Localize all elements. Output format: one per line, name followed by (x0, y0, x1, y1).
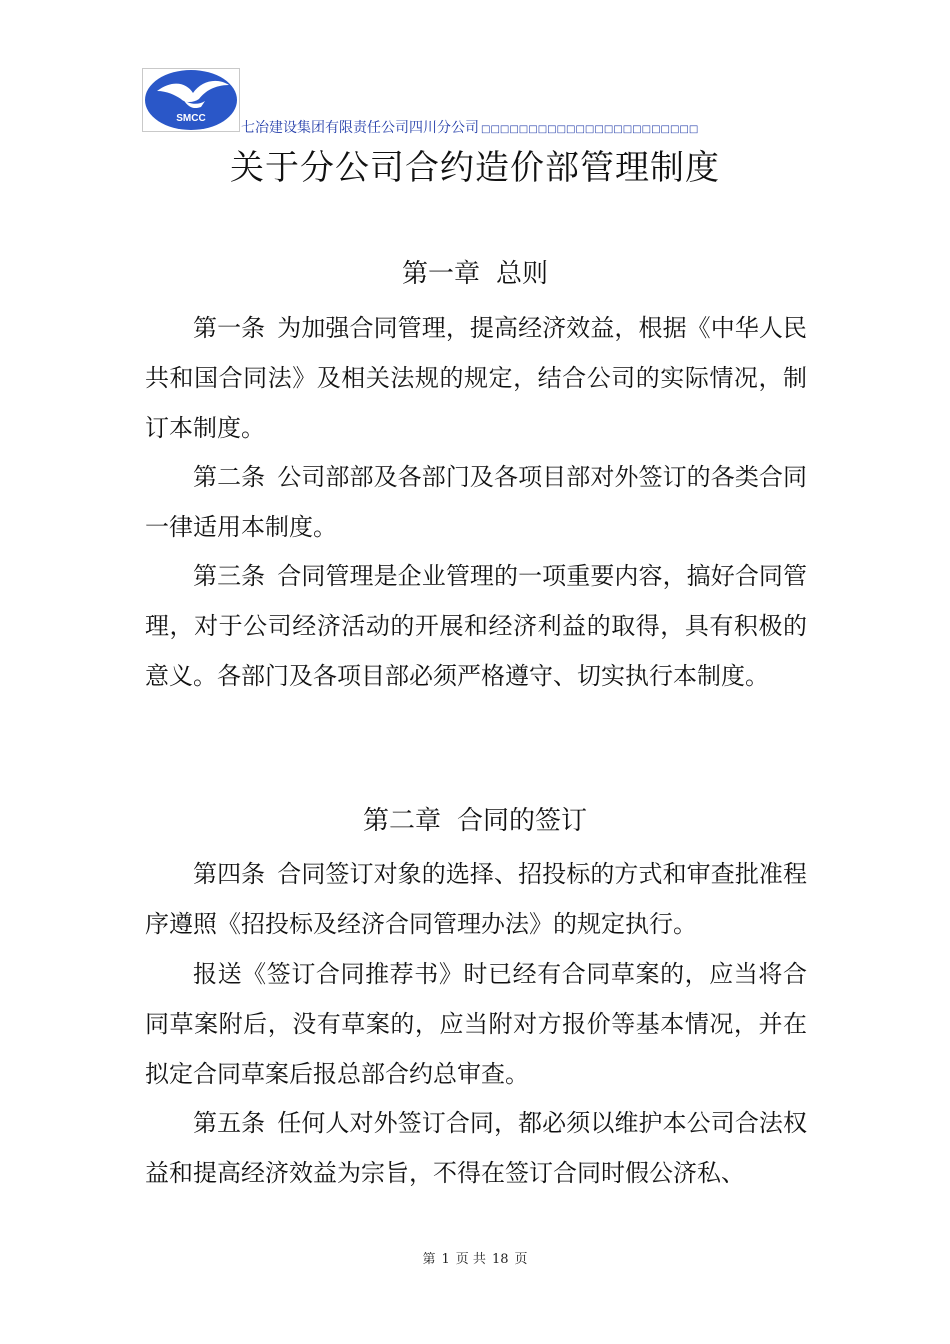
article-text: 任何人对外签订合同，都必须以维护本公司合法权益和提高经济效益为宗旨，不得在签订合同时假公济私、 (145, 1109, 807, 1187)
article-1 (145, 303, 807, 453)
page-prefix: 第 (422, 1252, 436, 1267)
article-4 (145, 849, 807, 949)
article-5 (145, 1098, 807, 1198)
article-text: 合同管理是企业管理的一项重要内容，搞好合同管理，对于公司经济活动的开展和经济利益的取得，具有积极的意义。各部门及各项目部必须严格遵守、切实执行本制度。 (145, 562, 807, 690)
svg-text:SMCC: SMCC (176, 113, 206, 124)
page-number: 1 (441, 1252, 450, 1267)
document-title: 关于分公司合约造价部管理制度 (230, 148, 720, 188)
page-total: 18 (491, 1252, 509, 1267)
chapter-name: 总则 (496, 259, 549, 289)
article-label: 第一条 (193, 314, 266, 342)
article-label: 第四条 (193, 860, 266, 888)
article-text: 为加强合同管理，提高经济效益，根据《中华人民共和国合同法》及相关法规的规定，结合公司的实际情况，制订本制度。 (145, 314, 807, 442)
company-name: 七冶建设集团有限责任公司四川分公司 (241, 120, 479, 136)
article-label: 第二条 (193, 463, 266, 491)
page-footer (0, 1248, 950, 1267)
chapter-heading-two (0, 801, 950, 841)
page-middle: 页 共 (455, 1252, 486, 1267)
article-label: 第三条 (193, 562, 266, 590)
article-3 (145, 551, 807, 701)
company-name-header (241, 117, 698, 137)
article-text: 公司部部及各部门及各项目部对外签订的各类合同一律适用本制度。 (145, 463, 807, 541)
page-suffix: 页 (514, 1252, 528, 1267)
chapter-label: 第一章 (401, 259, 480, 289)
chapter-name: 合同的签订 (457, 806, 588, 836)
unrendered-glyphs: □□□□□□□□□□□□□□□□□□□□□□□ (481, 124, 699, 135)
article-label: 第五条 (193, 1109, 266, 1137)
article-text: 合同签订对象的选择、招投标的方式和审查批准程序遵照《招投标及经济合同管理办法》的规定执行。 (145, 860, 807, 938)
article-2 (145, 452, 807, 552)
chapter-label: 第二章 (362, 806, 441, 836)
article-4-continuation (145, 949, 807, 1099)
company-logo (142, 68, 240, 132)
chapter-heading-one (0, 254, 950, 294)
smcc-logo-icon (143, 69, 239, 131)
article-text: 报送《签订合同推荐书》时已经有合同草案的，应当将合同草案附后，没有草案的，应当附对方报价等基本情况，并在拟定合同草案后报总部合约总审查。 (145, 960, 807, 1088)
